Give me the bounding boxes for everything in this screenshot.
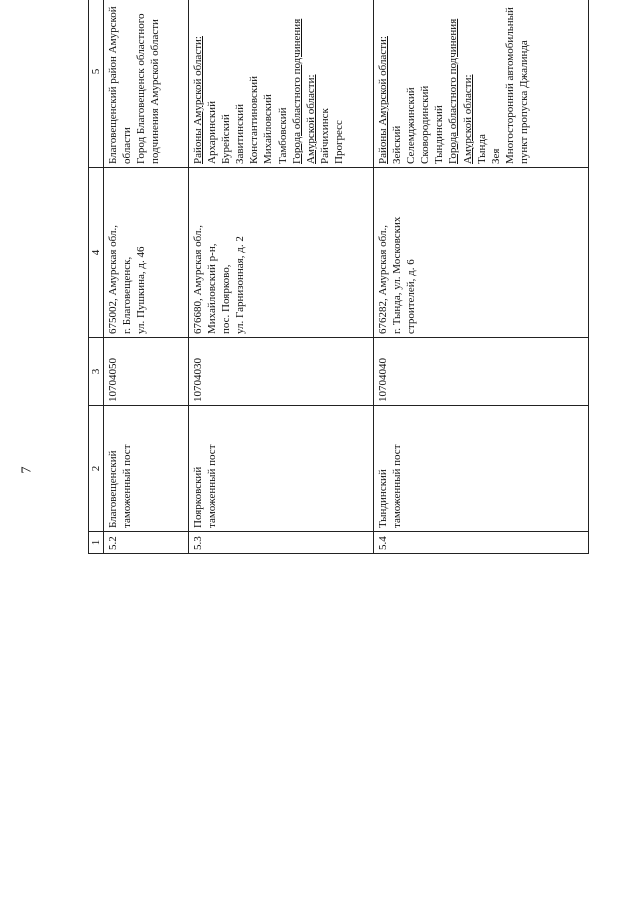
address-line: г. Благовещенск, (121, 256, 134, 334)
region-cell (104, 0, 189, 168)
region-item: Архаринский (206, 101, 219, 164)
region-item: Бурейский (220, 114, 233, 164)
address-line: пос. Поярково, (220, 264, 233, 334)
post-name-cell: Поярковский таможенный пост (189, 406, 374, 532)
header-cell: 3 (89, 338, 104, 406)
address-cell (374, 168, 589, 338)
region-item: Завитинский (234, 103, 247, 164)
address-line: 676282, Амурская обл., (377, 225, 390, 334)
region-item: Город Благовещенск областного подчинения Амурской области (135, 13, 162, 164)
post-name-cell: Благовещенский таможенный пост (104, 406, 189, 532)
post-code-cell: 10704040 (374, 338, 589, 406)
header-row (89, 0, 104, 554)
address-line: ул. Гарнизонная, д. 2 (234, 236, 247, 334)
region-item: Сковородинский (419, 85, 432, 164)
address-line: 676680, Амурская обл., (192, 225, 205, 334)
region-item: Райчихинск (318, 108, 331, 164)
address-cell (104, 168, 189, 338)
row-number-cell: 5.4 (374, 532, 589, 554)
post-code-cell: 10704050 (104, 338, 189, 406)
header-cell: 5 (89, 0, 104, 168)
region-group-heading: Города областного подчинения Амурской области: (290, 18, 317, 164)
table-row (104, 0, 189, 554)
header-cell: 4 (89, 168, 104, 338)
region-item: Прогресс (332, 120, 345, 164)
customs-table-wrapper (88, 6, 582, 860)
region-group-heading: Районы Амурской области: (192, 36, 205, 164)
region-item: Тында (475, 134, 488, 164)
address-line: Михайловский р-н, (206, 243, 219, 334)
row-number-cell: 5.2 (104, 532, 189, 554)
region-cell (189, 0, 374, 168)
table-row (374, 0, 589, 554)
region-cell (374, 0, 589, 168)
address-line: г. Тында, ул. Московских (391, 216, 404, 334)
region-item: Тамбовский (276, 107, 289, 164)
customs-posts-table (88, 0, 589, 554)
customs-table-landscape (88, 0, 582, 554)
region-item: Михайловский (262, 94, 275, 164)
region-item: Зея (489, 148, 502, 164)
region-item: Благовещенский район Амурской области (107, 6, 134, 164)
region-group-heading: Районы Амурской области: (377, 36, 390, 164)
table-row (189, 0, 374, 554)
header-cell: 2 (89, 406, 104, 532)
region-item: Многосторонний автомобильный пункт пропуска Джалинда (503, 7, 530, 164)
address-line: ул. Пушкина, д. 46 (135, 246, 148, 334)
region-item: Селемджинский (405, 87, 418, 164)
header-cell: 1 (89, 532, 104, 554)
post-name-cell: Тындинский таможенный пост (374, 406, 589, 532)
region-group-heading: Города областного подчинения Амурской области: (447, 18, 474, 164)
row-number-cell: 5.3 (189, 532, 374, 554)
post-code-cell: 10704030 (189, 338, 374, 406)
address-line: строителей, д. 6 (405, 259, 418, 334)
region-item: Тындинский (433, 105, 446, 164)
region-item: Константиновский (248, 76, 261, 164)
page-number: 7 (19, 466, 35, 474)
region-item: Зейский (391, 125, 404, 164)
address-cell (189, 168, 374, 338)
address-line: 675002, Амурская обл., (107, 225, 120, 334)
